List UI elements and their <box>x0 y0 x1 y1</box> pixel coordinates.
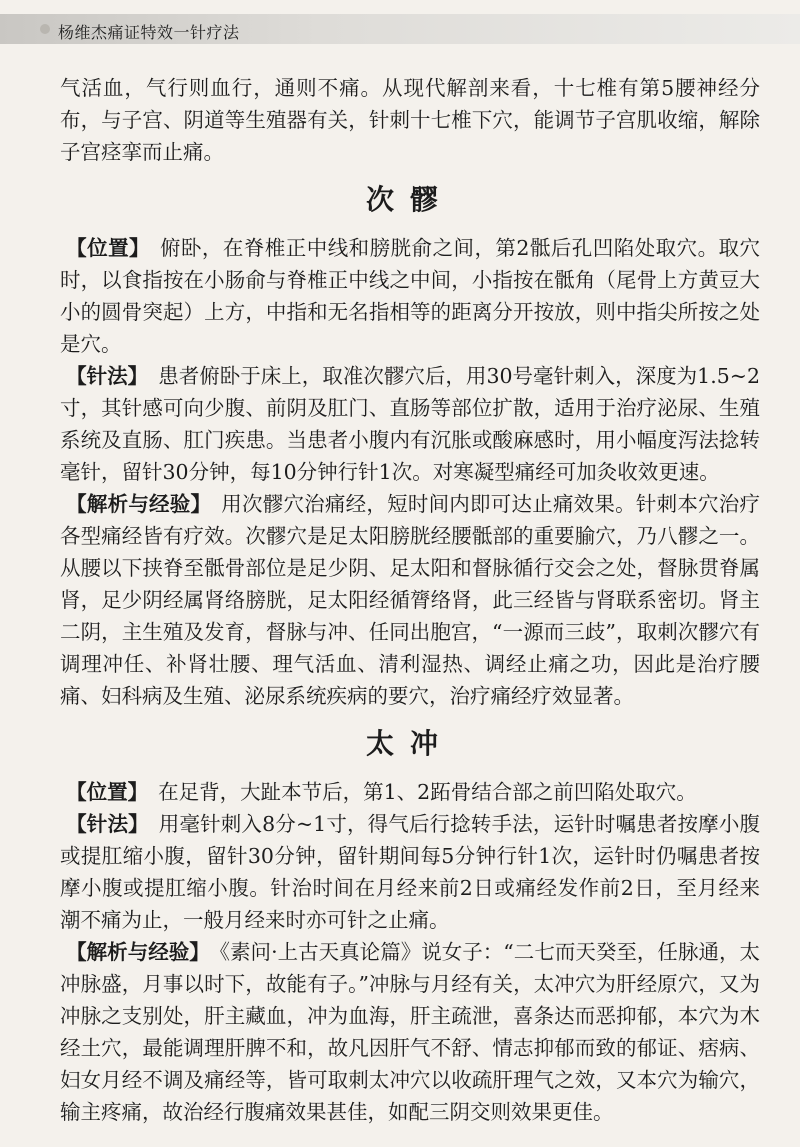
running-title: 杨维杰痛证特效一针疗法 <box>58 23 240 42</box>
needling-label: 【针法】 <box>66 364 149 388</box>
intro-paragraph: 气活血，气行则血行，通则不痛。从现代解剖来看，十七椎有第5腰神经分布，与子宫、阴道等生殖器有关，针刺十七椎下穴，能调节子宫肌收缩，解除子宫痉挛而止痛。 <box>60 76 760 164</box>
position-label: 【位置】 <box>66 236 150 260</box>
analysis-label: 【解析与经验】 <box>66 492 212 516</box>
needling-text: 用毫针刺入8分~1寸，得气后行捻转手法，运针时嘱患者按摩小腹或提肛缩小腹，留针30分钟，留针期间每5分钟行针1次，运针时仍嘱患者按摩小腹或提肛缩小腹。针治时间在月经来前2日或痛经发作前2日，至月经来潮不痛为止，一般月经来时亦可针之止痛。 <box>60 812 760 932</box>
analysis-paragraph <box>60 936 760 1128</box>
analysis-paragraph <box>60 488 760 712</box>
analysis-label: 【解析与经验】 <box>66 940 210 964</box>
analysis-text: 用次髎穴治痛经，短时间内即可达止痛效果。针刺本穴治疗各型痛经皆有疗效。次髎穴是足太阳膀胱经腰骶部的重要腧穴，乃八髎之一。从腰以下挟脊至骶骨部位是足少阴、足太阳和督脉循行交会之处，督脉贯脊属肾，足少阴经属肾络膀胱，足太阳经循膂络肾，此三经皆与肾联系密切。肾主二阴，主生殖及发育，督脉与冲、任同出胞宫，“一源而三歧”，取刺次髎穴有调理冲任、补肾壮腰、理气活血、清利湿热、调经止痛之功，因此是治疗腰痛、妇科病及生殖、泌尿系统疾病的要穴，治疗痛经疗效显著。 <box>60 492 761 708</box>
needling-paragraph <box>60 360 760 488</box>
position-text: 俯卧，在脊椎正中线和膀胱俞之间，第2骶后孔凹陷处取穴。取穴时，以食指按在小肠俞与脊椎正中线之中间，小指按在骶角（尾骨上方黄豆大小的圆骨突起）上方，中指和无名指相等的距离分开按放，则中指尖所按之处是穴。 <box>60 236 761 356</box>
needling-label: 【针法】 <box>66 812 149 836</box>
section-title-ciliao: 次髎 <box>365 183 454 216</box>
page-body <box>60 72 760 1128</box>
position-paragraph <box>60 776 760 808</box>
position-paragraph <box>60 232 760 360</box>
needling-paragraph <box>60 808 760 936</box>
position-text: 在足背，大趾本节后，第1、2跖骨结合部之前凹陷处取穴。 <box>158 780 697 804</box>
section-title-taichong: 太冲 <box>365 727 454 760</box>
needling-text: 患者俯卧于床上，取准次髎穴后，用30号毫针刺入，深度为1.5~2寸，其针感可向少腹、前阴及肛门、直肠等部位扩散，适用于治疗泌尿、生殖系统及直肠、肛门疾患。当患者小腹内有沉胀或酸麻感时，用小幅度泻法捻转毫针，留针30分钟，每10分钟行针1次。对寒凝型痛经可加灸收效更速。 <box>60 364 761 484</box>
page-header <box>0 0 800 52</box>
header-ornament-icon <box>40 24 50 34</box>
analysis-text: 《素问·上古天真论篇》说女子：“二七而天癸至，任脉通，太冲脉盛，月事以时下，故能有子。”冲脉与月经有关，太冲穴为肝经原穴，又为冲脉之支别处，肝主藏血，冲为血海，肝主疏泄，喜条达而恶抑郁，本穴为木经土穴，最能调理肝脾不和，故凡因肝气不舒、情志抑郁而致的郁证、痞病、妇女月经不调及痛经等，皆可取刺太冲穴以收疏肝理气之效，又本穴为输穴，输主疼痛，故治经行腹痛效果甚佳，如配三阴交则效果更佳。 <box>60 940 760 1124</box>
position-label: 【位置】 <box>66 780 149 804</box>
